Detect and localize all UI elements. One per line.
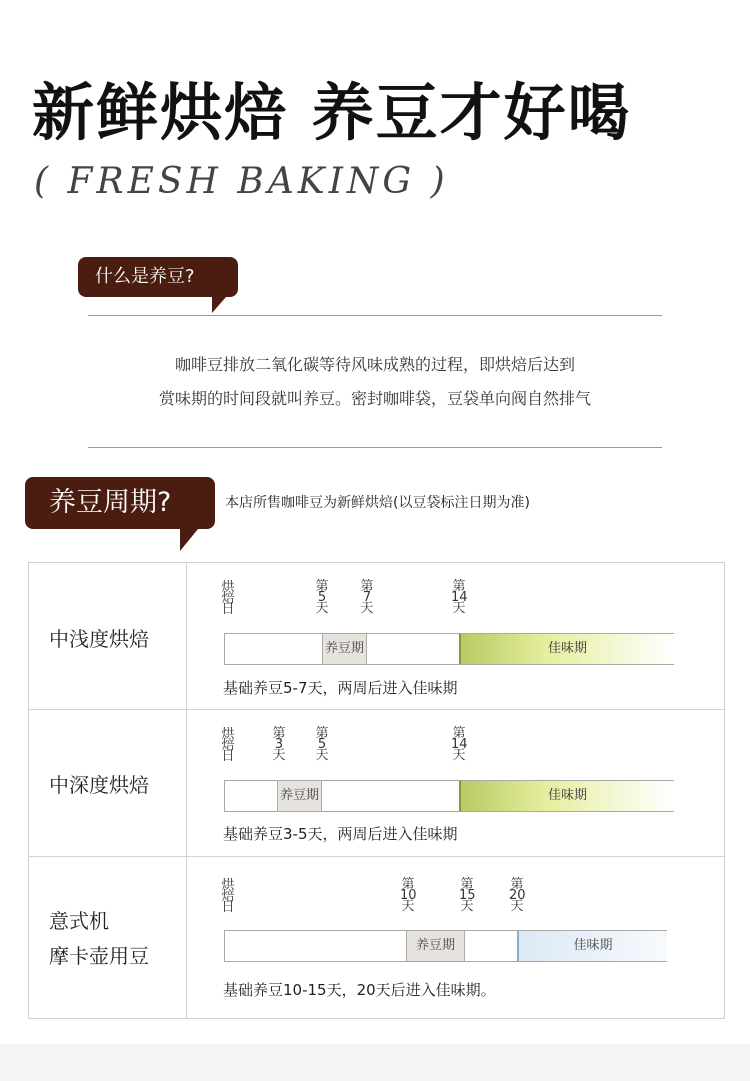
- row-label: 中浅度烘焙: [49, 627, 149, 651]
- cycle-note: 本店所售咖啡豆为新鲜烘焙(以豆袋标注日期为准): [225, 495, 530, 511]
- resting-period-segment: 养豆期: [322, 634, 367, 664]
- row-caption: 基础养豆5-7天，两周后进入佳味期: [223, 679, 458, 697]
- row-label: 中深度烘焙: [49, 773, 149, 797]
- day-marker: 第 7 天: [360, 579, 374, 616]
- peak-flavor-segment: 佳味期: [517, 931, 667, 961]
- cycle-badge: 养豆周期?: [25, 477, 215, 529]
- page-title: 新鲜烘焙 养豆才好喝: [32, 76, 632, 149]
- roast-day-label: 烘 焙 日: [221, 878, 235, 915]
- row-label: 摩卡壶用豆: [49, 944, 149, 968]
- day-marker: 第 20 天: [509, 877, 526, 914]
- roast-day-label: 烘 焙 日: [221, 727, 235, 764]
- timeline-bar: [224, 780, 674, 812]
- divider-top: [88, 315, 662, 316]
- row-caption: 基础养豆10-15天，20天后进入佳味期。: [223, 981, 496, 999]
- explanation-line-1: 咖啡豆排放二氧化碳等待风味成熟的过程，即烘焙后达到: [174, 355, 575, 374]
- day-marker: 第 5 天: [315, 579, 329, 616]
- day-marker: 第 5 天: [315, 726, 329, 763]
- roast-day-label: 烘 焙 日: [221, 580, 235, 617]
- day-marker: 第 10 天: [400, 877, 417, 914]
- table-column-divider: [186, 563, 187, 1018]
- day-marker: 第 14 天: [451, 726, 468, 763]
- footer-band: [0, 1044, 750, 1081]
- page-subtitle: ( FRESH BAKING ): [34, 161, 449, 202]
- day-marker: 第 15 天: [459, 877, 476, 914]
- resting-period-segment: 养豆期: [277, 781, 322, 811]
- table-row-divider: [29, 709, 724, 710]
- day-marker: 第 14 天: [451, 579, 468, 616]
- day-marker: 第 3 天: [272, 726, 286, 763]
- row-label: 意式机: [49, 909, 109, 933]
- timeline-bar: [224, 633, 674, 665]
- resting-period-segment: 养豆期: [406, 931, 465, 961]
- resting-cycle-table: [28, 562, 725, 1019]
- timeline-bar: [224, 930, 667, 962]
- row-caption: 基础养豆3-5天，两周后进入佳味期: [223, 825, 458, 843]
- what-is-badge: 什么是养豆?: [78, 257, 238, 297]
- peak-flavor-segment: 佳味期: [459, 781, 674, 811]
- table-row-divider: [29, 856, 724, 857]
- peak-flavor-segment: 佳味期: [459, 634, 674, 664]
- divider-bottom: [88, 447, 662, 448]
- explanation-line-2: 赏味期的时间段就叫养豆。密封咖啡袋，豆袋单向阀自然排气: [158, 389, 591, 408]
